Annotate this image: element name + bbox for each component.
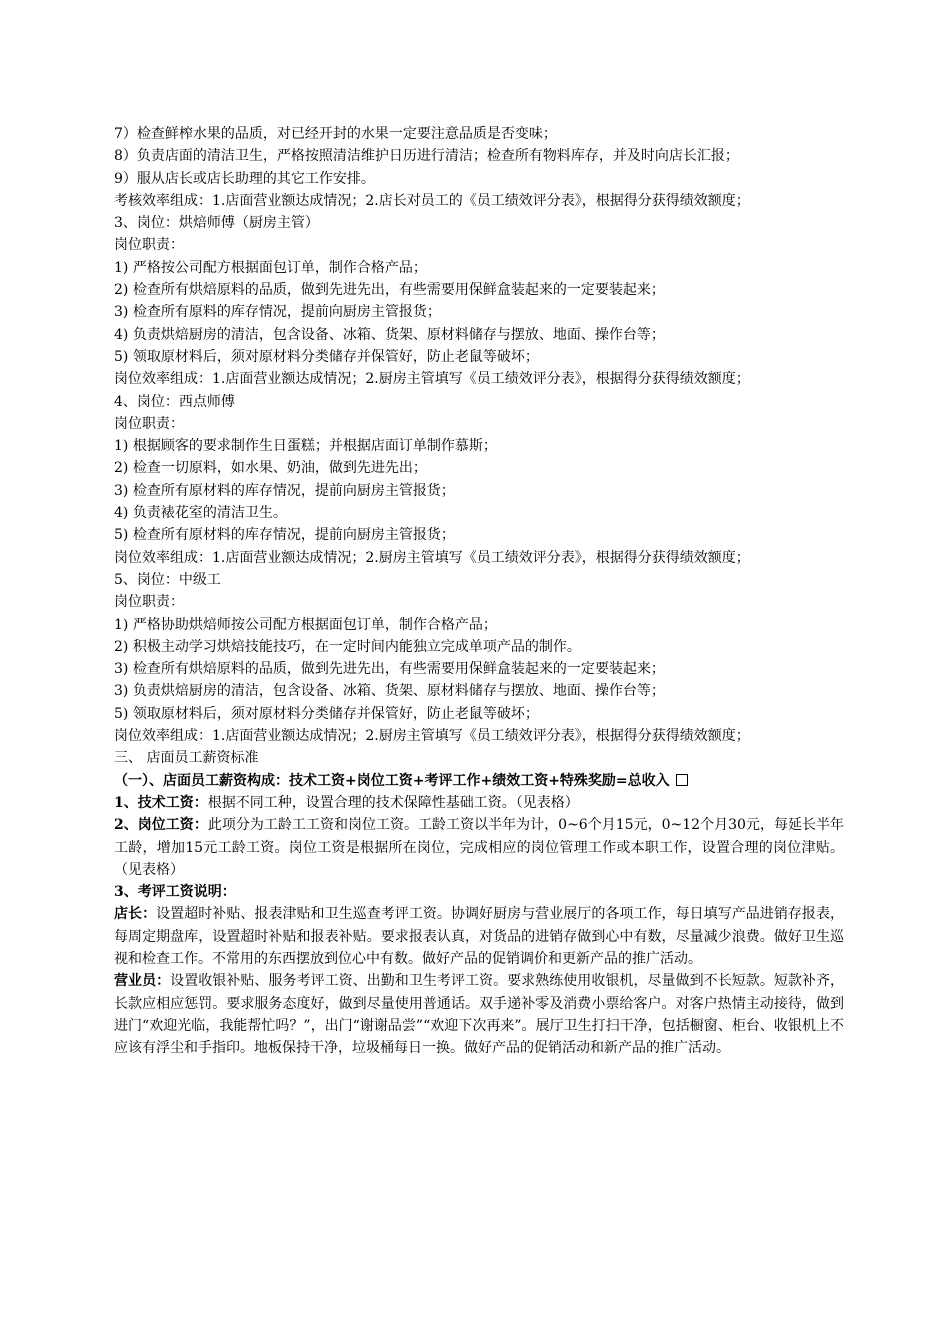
post-wage-paragraph <box>114 814 844 881</box>
manager-paragraph <box>114 903 844 970</box>
text-line: 岗位职责： <box>114 237 184 254</box>
text-line: 3) 检查所有原料的库存情况，提前向厨房主管报货； <box>114 304 441 321</box>
appraisal-heading: 3、考评工资说明： <box>114 884 236 901</box>
text-line: 3、岗位：烘焙师傅（厨房主管） <box>114 215 319 232</box>
tech-wage-paragraph <box>114 792 844 814</box>
text-line: 5) 领取原材料后，须对原材料分类储存并保管好，防止老鼠等破坏； <box>114 705 539 722</box>
text-line: 岗位效率组成：1.店面营业额达成情况；2.厨房主管填写《员工绩效评分表》，根据得分获得绩效额度； <box>114 549 750 566</box>
text-line: 2) 检查一切原料，如水果、奶油，做到先进先出； <box>114 460 427 477</box>
post-wage-lead: 2、岗位工资： <box>114 817 208 834</box>
tech-wage-text: 根据不同工种，设置合理的技术保障性基础工资。（见表格） <box>207 794 579 811</box>
text-line: 岗位效率组成：1.店面营业额达成情况；2.厨房主管填写《员工绩效评分表》，根据得分获得绩效额度； <box>114 728 750 745</box>
clerk-lead: 营业员： <box>114 973 171 990</box>
text-line: 3) 检查所有原材料的库存情况，提前向厨房主管报货； <box>114 482 455 499</box>
text-line: 4、岗位：西点师傅 <box>114 393 235 410</box>
text-line: 岗位效率组成：1.店面营业额达成情况；2.厨房主管填写《员工绩效评分表》，根据得分获得绩效额度； <box>114 371 750 388</box>
clerk-text: 设置收银补贴、服务考评工资、出勤和卫生考评工资。要求熟练使用收银机，尽量做到不长短款。短款补齐，长款应相应惩罚。要求服务态度好，做到尽量使用普通话。双手递补零及消费小票给客户。对客户热情主动接待，做到进门“欢迎光临，我能帮忙吗？”，出门“谢谢品尝”“欢迎下次再来”。展厅卫生打扫干净，包括橱窗、柜台、收银机上不应该有浮尘和手指印。地板保持干净，垃圾桶每日一换。做好产品的促销活动和新产品的推广活动。 <box>114 973 845 1057</box>
text-line: 4) 负责裱花室的清洁卫生。 <box>114 505 287 522</box>
manager-lead: 店长： <box>114 906 157 923</box>
text-line: 5) 领取原材料后，须对原材料分类储存并保管好，防止老鼠等破坏； <box>114 348 539 365</box>
text-line: 5) 检查所有原材料的库存情况，提前向厨房主管报货； <box>114 527 455 544</box>
text-line: 2) 检查所有烘焙原料的品质，做到先进先出，有些需要用保鲜盒装起来的一定要装起来； <box>114 282 665 299</box>
text-line: 1) 严格按公司配方根据面包订单，制作合格产品； <box>114 259 427 276</box>
document-page <box>114 123 844 1059</box>
checkbox-icon <box>676 774 688 786</box>
clerk-paragraph <box>114 970 844 1059</box>
text-line: 三、 店面员工薪资标准 <box>114 750 259 767</box>
post-wage-text: 此项分为工龄工工资和岗位工资。工龄工资以半年为计，0~6个月15元，0~12个月30元，每延长半年工龄，增加15元工龄工资。岗位工资是根据所在岗位，完成相应的岗位管理工作或本职工作，设置合理的岗位津贴。（见表格） <box>114 817 845 878</box>
section-one-heading <box>114 770 844 792</box>
text-line: 1) 根据顾客的要求制作生日蛋糕；并根据店面订单制作慕斯； <box>114 438 497 455</box>
text-line: 3) 负责烘焙厨房的清洁，包含设备、冰箱、货架、原材料储存与摆放、地面、操作台等； <box>114 683 665 700</box>
manager-text: 设置超时补贴、报表津贴和卫生巡查考评工资。协调好厨房与营业展厅的各项工作，每日填写产品进销存报表，每周定期盘库，设置超时补贴和报表补贴。要求报表认真，对货品的进销存做到心中有数，尽量减少浪费。做好卫生巡视和检查工作。不常用的东西摆放到位心中有数。做好产品的促销调价和更新产品的推广活动。 <box>114 906 845 967</box>
tech-wage-lead: 1、技术工资： <box>114 794 208 811</box>
text-line: 9）服从店长或店长助理的其它工作安排。 <box>114 170 375 187</box>
text-lines <box>114 123 844 770</box>
text-line: 岗位职责： <box>114 415 184 432</box>
text-line: 考核效率组成：1.店面营业额达成情况；2.店长对员工的《员工绩效评分表》，根据得分获得绩效额度； <box>114 192 750 209</box>
text-line: 1) 严格协助烘焙师按公司配方根据面包订单，制作合格产品； <box>114 616 497 633</box>
section-one-heading-text: （一）、店面员工薪资构成：技术工资+岗位工资+考评工作+绩效工资+特殊奖励=总收入 <box>114 772 670 789</box>
text-line: 4) 负责烘焙厨房的清洁，包含设备、冰箱、货架、原材料储存与摆放、地面、操作台等； <box>114 326 665 343</box>
text-line: 8）负责店面的清洁卫生，严格按照清洁维护日历进行清洁；检查所有物料库存，并及时向店长汇报； <box>114 148 739 165</box>
text-line: 岗位职责： <box>114 594 184 611</box>
text-line: 5、岗位：中级工 <box>114 571 221 588</box>
text-line: 7）检查鲜榨水果的品质，对已经开封的水果一定要注意品质是否变味； <box>114 126 557 142</box>
text-line: 2) 积极主动学习烘焙技能技巧，在一定时间内能独立完成单项产品的制作。 <box>114 638 581 655</box>
text-line: 3) 检查所有烘焙原料的品质，做到先进先出，有些需要用保鲜盒装起来的一定要装起来； <box>114 661 665 678</box>
